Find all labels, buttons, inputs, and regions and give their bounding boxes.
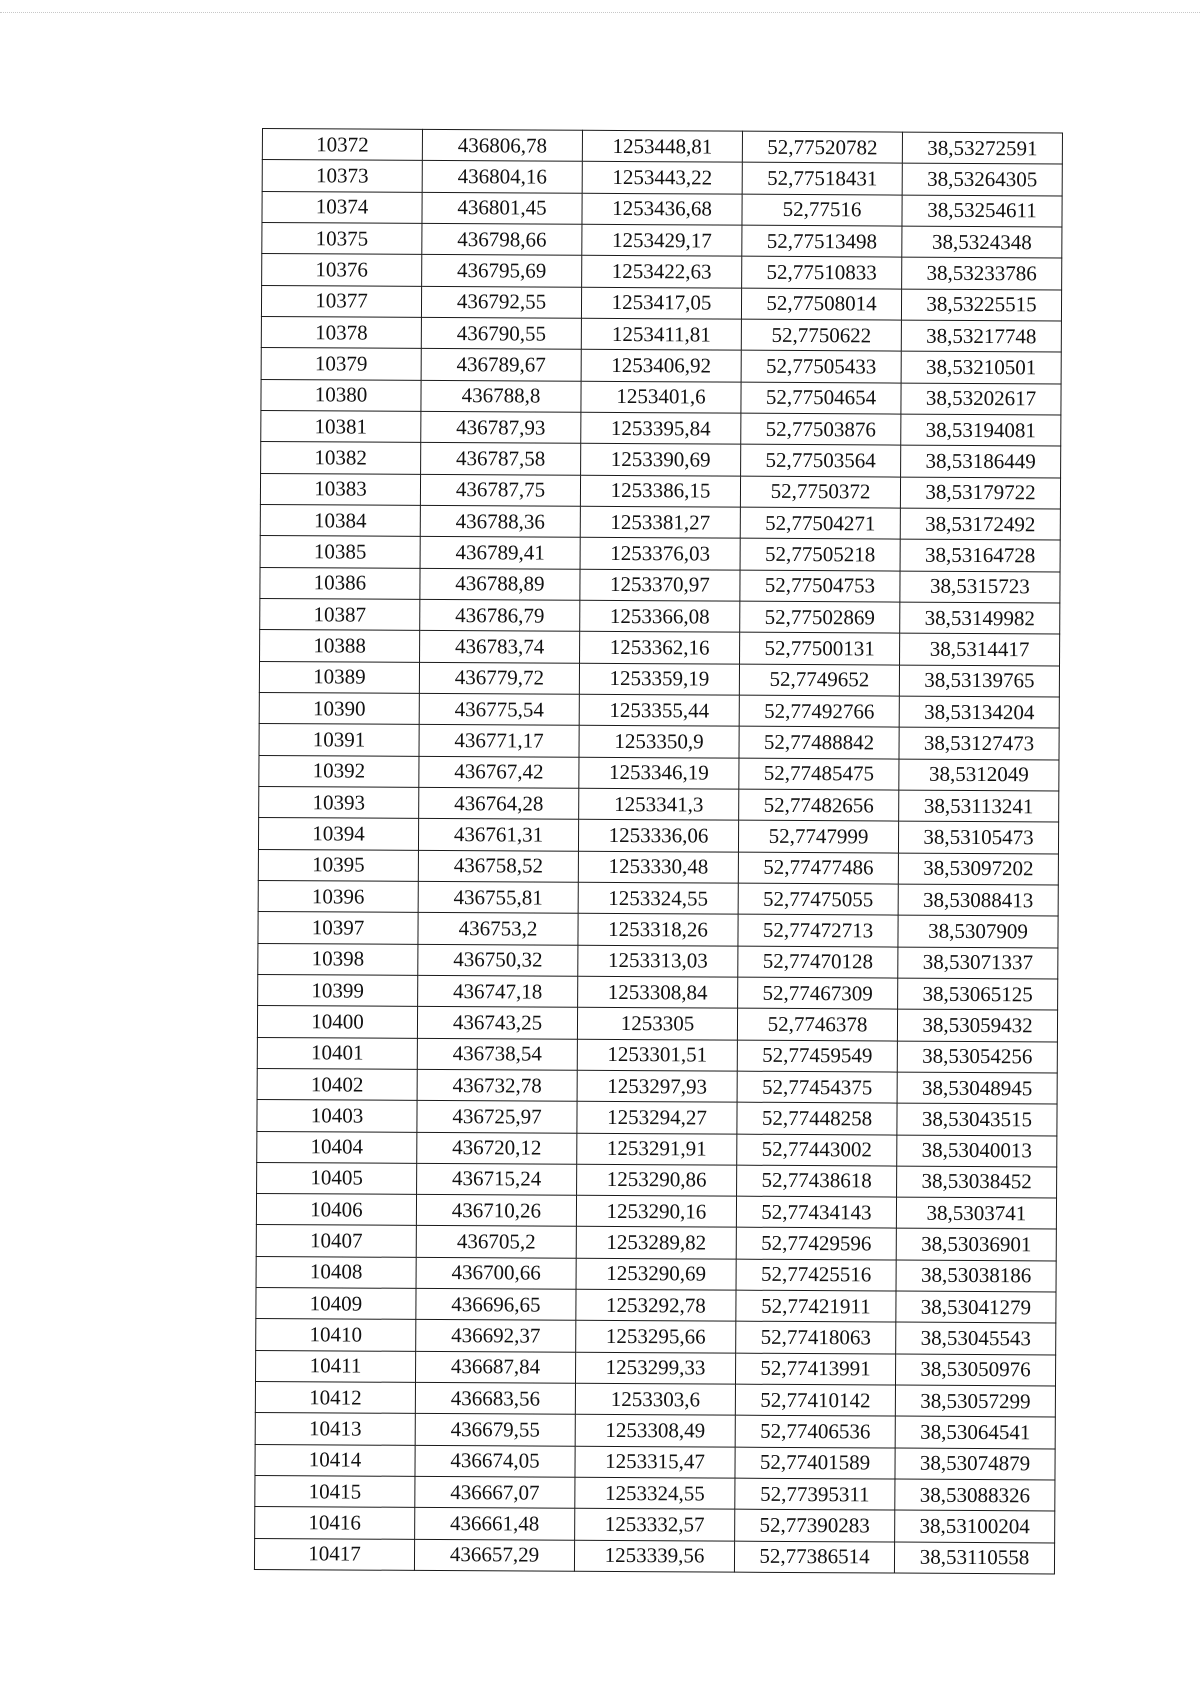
table-row bbox=[257, 1037, 1057, 1073]
y-coordinate-cell: 1253308,84 bbox=[578, 976, 738, 1008]
point-number-cell: 10407 bbox=[256, 1225, 416, 1257]
table-row bbox=[260, 536, 1060, 572]
point-number-cell: 10372 bbox=[262, 129, 422, 161]
table-row bbox=[261, 442, 1061, 478]
point-number-cell: 10373 bbox=[262, 160, 422, 192]
x-coordinate-cell: 436758,52 bbox=[418, 850, 578, 882]
point-number-cell: 10408 bbox=[256, 1256, 416, 1288]
table-row bbox=[262, 160, 1062, 196]
point-number-cell: 10376 bbox=[262, 254, 422, 286]
latitude-cell: 52,77386514 bbox=[734, 1541, 894, 1573]
y-coordinate-cell: 1253294,27 bbox=[577, 1101, 737, 1133]
latitude-cell: 52,77485475 bbox=[739, 758, 899, 790]
y-coordinate-cell: 1253324,55 bbox=[578, 882, 738, 914]
point-number-cell: 10399 bbox=[258, 974, 418, 1006]
point-number-cell: 10377 bbox=[261, 285, 421, 317]
longitude-cell: 38,53134204 bbox=[899, 696, 1059, 728]
table-row bbox=[261, 410, 1061, 446]
x-coordinate-cell: 436753,2 bbox=[418, 913, 578, 945]
table-row bbox=[259, 755, 1059, 791]
point-number-cell: 10381 bbox=[261, 410, 421, 442]
latitude-cell: 52,77413991 bbox=[735, 1353, 895, 1385]
table-row bbox=[262, 222, 1062, 258]
table-row bbox=[258, 880, 1058, 916]
coordinates-table bbox=[254, 128, 1063, 1575]
point-number-cell: 10402 bbox=[257, 1068, 417, 1100]
x-coordinate-cell: 436692,37 bbox=[416, 1320, 576, 1352]
latitude-cell: 52,77395311 bbox=[735, 1478, 895, 1510]
latitude-cell: 52,7750622 bbox=[741, 319, 901, 351]
x-coordinate-cell: 436747,18 bbox=[418, 975, 578, 1007]
x-coordinate-cell: 436792,55 bbox=[421, 286, 581, 318]
y-coordinate-cell: 1253448,81 bbox=[582, 130, 742, 162]
longitude-cell: 38,53225515 bbox=[901, 289, 1061, 321]
table-row bbox=[255, 1507, 1055, 1543]
latitude-cell: 52,77448258 bbox=[737, 1102, 897, 1134]
table-row bbox=[260, 473, 1060, 509]
table-row bbox=[261, 379, 1061, 415]
latitude-cell: 52,77475055 bbox=[738, 883, 898, 915]
longitude-cell: 38,53149982 bbox=[900, 602, 1060, 634]
point-number-cell: 10396 bbox=[258, 880, 418, 912]
point-number-cell: 10383 bbox=[260, 473, 420, 505]
latitude-cell: 52,77472713 bbox=[738, 914, 898, 946]
longitude-cell: 38,53164728 bbox=[900, 539, 1060, 571]
y-coordinate-cell: 1253308,49 bbox=[575, 1415, 735, 1447]
y-coordinate-cell: 1253336,06 bbox=[578, 819, 738, 851]
table-row bbox=[257, 1100, 1057, 1136]
point-number-cell: 10410 bbox=[256, 1319, 416, 1351]
latitude-cell: 52,77443002 bbox=[737, 1134, 897, 1166]
longitude-cell: 38,53036901 bbox=[896, 1229, 1056, 1261]
x-coordinate-cell: 436657,29 bbox=[414, 1539, 574, 1571]
longitude-cell: 38,5314417 bbox=[900, 633, 1060, 665]
longitude-cell: 38,53233786 bbox=[902, 257, 1062, 289]
point-number-cell: 10412 bbox=[255, 1382, 415, 1414]
x-coordinate-cell: 436804,16 bbox=[422, 161, 582, 193]
longitude-cell: 38,53040013 bbox=[897, 1135, 1057, 1167]
point-number-cell: 10394 bbox=[258, 818, 418, 850]
table-row bbox=[258, 818, 1058, 854]
longitude-cell: 38,53217748 bbox=[901, 320, 1061, 352]
y-coordinate-cell: 1253289,82 bbox=[576, 1227, 736, 1259]
y-coordinate-cell: 1253366,08 bbox=[580, 600, 740, 632]
latitude-cell: 52,77516 bbox=[742, 194, 902, 226]
latitude-cell: 52,77459549 bbox=[737, 1040, 897, 1072]
table-row bbox=[261, 348, 1061, 384]
latitude-cell: 52,77401589 bbox=[735, 1447, 895, 1479]
latitude-cell: 52,77470128 bbox=[738, 946, 898, 978]
table-row bbox=[259, 661, 1059, 697]
x-coordinate-cell: 436679,55 bbox=[415, 1414, 575, 1446]
y-coordinate-cell: 1253290,16 bbox=[576, 1195, 736, 1227]
y-coordinate-cell: 1253341,3 bbox=[579, 788, 739, 820]
table-row bbox=[255, 1444, 1055, 1480]
x-coordinate-cell: 436705,2 bbox=[416, 1226, 576, 1258]
latitude-cell: 52,77508014 bbox=[741, 288, 901, 320]
latitude-cell: 52,77482656 bbox=[739, 789, 899, 821]
point-number-cell: 10392 bbox=[259, 755, 419, 787]
longitude-cell: 38,53088413 bbox=[898, 884, 1058, 916]
y-coordinate-cell: 1253292,78 bbox=[576, 1289, 736, 1321]
coordinates-table-body bbox=[254, 129, 1062, 1575]
x-coordinate-cell: 436788,8 bbox=[421, 380, 581, 412]
table-row bbox=[260, 504, 1060, 540]
x-coordinate-cell: 436720,12 bbox=[417, 1132, 577, 1164]
y-coordinate-cell: 1253417,05 bbox=[581, 287, 741, 319]
x-coordinate-cell: 436700,66 bbox=[416, 1257, 576, 1289]
table-row bbox=[255, 1382, 1055, 1418]
y-coordinate-cell: 1253386,15 bbox=[580, 475, 740, 507]
point-number-cell: 10403 bbox=[257, 1100, 417, 1132]
y-coordinate-cell: 1253313,03 bbox=[578, 945, 738, 977]
latitude-cell: 52,77434143 bbox=[736, 1196, 896, 1228]
point-number-cell: 10398 bbox=[258, 943, 418, 975]
x-coordinate-cell: 436788,36 bbox=[420, 505, 580, 537]
latitude-cell: 52,77488842 bbox=[739, 726, 899, 758]
table-row bbox=[256, 1256, 1056, 1292]
table-row bbox=[256, 1288, 1056, 1324]
y-coordinate-cell: 1253370,97 bbox=[580, 569, 740, 601]
point-number-cell: 10406 bbox=[256, 1194, 416, 1226]
x-coordinate-cell: 436789,41 bbox=[420, 537, 580, 569]
latitude-cell: 52,77429596 bbox=[736, 1228, 896, 1260]
table-row bbox=[257, 1068, 1057, 1104]
point-number-cell: 10395 bbox=[258, 849, 418, 881]
latitude-cell: 52,77390283 bbox=[735, 1510, 895, 1542]
table-row bbox=[260, 598, 1060, 634]
table-row bbox=[257, 1131, 1057, 1167]
latitude-cell: 52,77406536 bbox=[735, 1416, 895, 1448]
y-coordinate-cell: 1253376,03 bbox=[580, 538, 740, 570]
point-number-cell: 10405 bbox=[257, 1162, 417, 1194]
point-number-cell: 10397 bbox=[258, 912, 418, 944]
table-row bbox=[258, 912, 1058, 948]
x-coordinate-cell: 436683,56 bbox=[415, 1383, 575, 1415]
longitude-cell: 38,53054256 bbox=[897, 1041, 1057, 1073]
longitude-cell: 38,53065125 bbox=[898, 978, 1058, 1010]
point-number-cell: 10389 bbox=[259, 661, 419, 693]
x-coordinate-cell: 436795,69 bbox=[422, 255, 582, 287]
y-coordinate-cell: 1253355,44 bbox=[579, 694, 739, 726]
y-coordinate-cell: 1253422,63 bbox=[582, 256, 742, 288]
y-coordinate-cell: 1253299,33 bbox=[575, 1352, 735, 1384]
latitude-cell: 52,77410142 bbox=[735, 1384, 895, 1416]
y-coordinate-cell: 1253350,9 bbox=[579, 726, 739, 758]
longitude-cell: 38,53071337 bbox=[898, 947, 1058, 979]
longitude-cell: 38,53059432 bbox=[897, 1009, 1057, 1041]
longitude-cell: 38,53139765 bbox=[899, 665, 1059, 697]
y-coordinate-cell: 1253297,93 bbox=[577, 1070, 737, 1102]
longitude-cell: 38,53264305 bbox=[902, 163, 1062, 195]
table-row bbox=[256, 1194, 1056, 1230]
table-row bbox=[261, 316, 1061, 352]
x-coordinate-cell: 436674,05 bbox=[415, 1445, 575, 1477]
y-coordinate-cell: 1253436,68 bbox=[582, 193, 742, 225]
longitude-cell: 38,53074879 bbox=[895, 1448, 1055, 1480]
point-number-cell: 10390 bbox=[259, 692, 419, 724]
y-coordinate-cell: 1253339,56 bbox=[574, 1540, 734, 1572]
longitude-cell: 38,53045543 bbox=[896, 1323, 1056, 1355]
table-row bbox=[258, 849, 1058, 885]
table-row bbox=[262, 254, 1062, 290]
longitude-cell: 38,5307909 bbox=[898, 915, 1058, 947]
point-number-cell: 10378 bbox=[261, 316, 421, 348]
longitude-cell: 38,53113241 bbox=[899, 790, 1059, 822]
y-coordinate-cell: 1253381,27 bbox=[580, 506, 740, 538]
longitude-cell: 38,5324348 bbox=[902, 226, 1062, 258]
y-coordinate-cell: 1253390,69 bbox=[581, 444, 741, 476]
x-coordinate-cell: 436783,74 bbox=[420, 631, 580, 663]
point-number-cell: 10404 bbox=[257, 1131, 417, 1163]
y-coordinate-cell: 1253291,91 bbox=[577, 1133, 737, 1165]
y-coordinate-cell: 1253330,48 bbox=[578, 851, 738, 883]
point-number-cell: 10400 bbox=[257, 1006, 417, 1038]
longitude-cell: 38,53064541 bbox=[895, 1417, 1055, 1449]
y-coordinate-cell: 1253315,47 bbox=[575, 1446, 735, 1478]
x-coordinate-cell: 436764,28 bbox=[419, 787, 579, 819]
longitude-cell: 38,53043515 bbox=[897, 1103, 1057, 1135]
table-row bbox=[259, 786, 1059, 822]
x-coordinate-cell: 436743,25 bbox=[417, 1007, 577, 1039]
table-row bbox=[255, 1350, 1055, 1386]
longitude-cell: 38,5312049 bbox=[899, 759, 1059, 791]
x-coordinate-cell: 436779,72 bbox=[419, 662, 579, 694]
x-coordinate-cell: 436715,24 bbox=[417, 1163, 577, 1195]
point-number-cell: 10393 bbox=[259, 786, 419, 818]
latitude-cell: 52,77418063 bbox=[736, 1322, 896, 1354]
x-coordinate-cell: 436786,79 bbox=[420, 599, 580, 631]
latitude-cell: 52,77504654 bbox=[741, 382, 901, 414]
y-coordinate-cell: 1253303,6 bbox=[575, 1383, 735, 1415]
table-row bbox=[260, 567, 1060, 603]
longitude-cell: 38,53048945 bbox=[897, 1072, 1057, 1104]
latitude-cell: 52,77502869 bbox=[740, 601, 900, 633]
y-coordinate-cell: 1253301,51 bbox=[577, 1039, 737, 1071]
y-coordinate-cell: 1253359,19 bbox=[579, 663, 739, 695]
latitude-cell: 52,77505433 bbox=[741, 350, 901, 382]
x-coordinate-cell: 436755,81 bbox=[418, 881, 578, 913]
x-coordinate-cell: 436798,66 bbox=[422, 223, 582, 255]
y-coordinate-cell: 1253290,86 bbox=[577, 1164, 737, 1196]
table-row bbox=[258, 943, 1058, 979]
latitude-cell: 52,77454375 bbox=[737, 1071, 897, 1103]
table-row bbox=[257, 1162, 1057, 1198]
latitude-cell: 52,77503876 bbox=[741, 413, 901, 445]
x-coordinate-cell: 436732,78 bbox=[417, 1069, 577, 1101]
y-coordinate-cell: 1253406,92 bbox=[581, 350, 741, 382]
table-row bbox=[257, 1006, 1057, 1042]
y-coordinate-cell: 1253324,55 bbox=[575, 1477, 735, 1509]
x-coordinate-cell: 436661,48 bbox=[415, 1508, 575, 1540]
x-coordinate-cell: 436790,55 bbox=[421, 317, 581, 349]
table-row bbox=[256, 1225, 1056, 1261]
longitude-cell: 38,5303741 bbox=[896, 1197, 1056, 1229]
table-row bbox=[260, 630, 1060, 666]
table-row bbox=[261, 285, 1061, 321]
table-row bbox=[255, 1476, 1055, 1512]
point-number-cell: 10384 bbox=[260, 504, 420, 536]
x-coordinate-cell: 436801,45 bbox=[422, 192, 582, 224]
point-number-cell: 10374 bbox=[262, 191, 422, 223]
longitude-cell: 38,53127473 bbox=[899, 727, 1059, 759]
latitude-cell: 52,77503564 bbox=[741, 444, 901, 476]
table-row bbox=[254, 1538, 1054, 1574]
table-row bbox=[255, 1413, 1055, 1449]
y-coordinate-cell: 1253411,81 bbox=[581, 318, 741, 350]
x-coordinate-cell: 436696,65 bbox=[416, 1289, 576, 1321]
point-number-cell: 10414 bbox=[255, 1444, 415, 1476]
longitude-cell: 38,53057299 bbox=[895, 1385, 1055, 1417]
point-number-cell: 10409 bbox=[256, 1288, 416, 1320]
latitude-cell: 52,77510833 bbox=[742, 256, 902, 288]
x-coordinate-cell: 436787,75 bbox=[420, 474, 580, 506]
point-number-cell: 10416 bbox=[255, 1507, 415, 1539]
latitude-cell: 52,7749652 bbox=[739, 664, 899, 696]
point-number-cell: 10379 bbox=[261, 348, 421, 380]
x-coordinate-cell: 436806,78 bbox=[422, 129, 582, 161]
longitude-cell: 38,53202617 bbox=[901, 383, 1061, 415]
latitude-cell: 52,77477486 bbox=[738, 852, 898, 884]
longitude-cell: 38,53050976 bbox=[895, 1354, 1055, 1386]
longitude-cell: 38,53097202 bbox=[898, 853, 1058, 885]
latitude-cell: 52,77513498 bbox=[742, 225, 902, 257]
point-number-cell: 10386 bbox=[260, 567, 420, 599]
y-coordinate-cell: 1253395,84 bbox=[581, 412, 741, 444]
x-coordinate-cell: 436687,84 bbox=[415, 1351, 575, 1383]
longitude-cell: 38,53254611 bbox=[902, 195, 1062, 227]
x-coordinate-cell: 436767,42 bbox=[419, 756, 579, 788]
y-coordinate-cell: 1253362,16 bbox=[580, 632, 740, 664]
point-number-cell: 10385 bbox=[260, 536, 420, 568]
x-coordinate-cell: 436725,97 bbox=[417, 1101, 577, 1133]
latitude-cell: 52,77438618 bbox=[737, 1165, 897, 1197]
longitude-cell: 38,53110558 bbox=[894, 1542, 1054, 1574]
point-number-cell: 10411 bbox=[255, 1350, 415, 1382]
x-coordinate-cell: 436750,32 bbox=[418, 944, 578, 976]
point-number-cell: 10382 bbox=[261, 442, 421, 474]
longitude-cell: 38,53041279 bbox=[896, 1291, 1056, 1323]
table-row bbox=[256, 1319, 1056, 1355]
point-number-cell: 10380 bbox=[261, 379, 421, 411]
longitude-cell: 38,53179722 bbox=[900, 477, 1060, 509]
longitude-cell: 38,53088326 bbox=[895, 1479, 1055, 1511]
x-coordinate-cell: 436788,89 bbox=[420, 568, 580, 600]
y-coordinate-cell: 1253429,17 bbox=[582, 224, 742, 256]
latitude-cell: 52,77518431 bbox=[742, 163, 902, 195]
longitude-cell: 38,53210501 bbox=[901, 351, 1061, 383]
table-row bbox=[262, 129, 1062, 165]
latitude-cell: 52,77421911 bbox=[736, 1290, 896, 1322]
longitude-cell: 38,53105473 bbox=[898, 821, 1058, 853]
latitude-cell: 52,77505218 bbox=[740, 538, 900, 570]
x-coordinate-cell: 436775,54 bbox=[419, 693, 579, 725]
x-coordinate-cell: 436710,26 bbox=[416, 1195, 576, 1227]
x-coordinate-cell: 436761,31 bbox=[418, 819, 578, 851]
point-number-cell: 10417 bbox=[254, 1538, 414, 1570]
latitude-cell: 52,7746378 bbox=[737, 1008, 897, 1040]
x-coordinate-cell: 436789,67 bbox=[421, 349, 581, 381]
latitude-cell: 52,77492766 bbox=[739, 695, 899, 727]
point-number-cell: 10391 bbox=[259, 724, 419, 756]
x-coordinate-cell: 436787,93 bbox=[421, 411, 581, 443]
x-coordinate-cell: 436738,54 bbox=[417, 1038, 577, 1070]
latitude-cell: 52,7750372 bbox=[740, 476, 900, 508]
latitude-cell: 52,77425516 bbox=[736, 1259, 896, 1291]
table-row bbox=[259, 692, 1059, 728]
point-number-cell: 10415 bbox=[255, 1476, 415, 1508]
table-row bbox=[258, 974, 1058, 1010]
latitude-cell: 52,77500131 bbox=[740, 632, 900, 664]
y-coordinate-cell: 1253290,69 bbox=[576, 1258, 736, 1290]
table-row bbox=[259, 724, 1059, 760]
longitude-cell: 38,53186449 bbox=[901, 445, 1061, 477]
y-coordinate-cell: 1253305 bbox=[577, 1007, 737, 1039]
y-coordinate-cell: 1253332,57 bbox=[575, 1509, 735, 1541]
y-coordinate-cell: 1253346,19 bbox=[579, 757, 739, 789]
longitude-cell: 38,53038452 bbox=[897, 1166, 1057, 1198]
y-coordinate-cell: 1253318,26 bbox=[578, 913, 738, 945]
point-number-cell: 10413 bbox=[255, 1413, 415, 1445]
table-row bbox=[262, 191, 1062, 227]
y-coordinate-cell: 1253443,22 bbox=[582, 162, 742, 194]
y-coordinate-cell: 1253401,6 bbox=[581, 381, 741, 413]
longitude-cell: 38,53100204 bbox=[895, 1510, 1055, 1542]
x-coordinate-cell: 436667,07 bbox=[415, 1476, 575, 1508]
latitude-cell: 52,77467309 bbox=[738, 977, 898, 1009]
point-number-cell: 10388 bbox=[260, 630, 420, 662]
x-coordinate-cell: 436787,58 bbox=[421, 443, 581, 475]
longitude-cell: 38,53272591 bbox=[902, 132, 1062, 164]
latitude-cell: 52,77504271 bbox=[740, 507, 900, 539]
longitude-cell: 38,53172492 bbox=[900, 508, 1060, 540]
latitude-cell: 52,7747999 bbox=[738, 820, 898, 852]
point-number-cell: 10401 bbox=[257, 1037, 417, 1069]
y-coordinate-cell: 1253295,66 bbox=[576, 1321, 736, 1353]
point-number-cell: 10375 bbox=[262, 222, 422, 254]
point-number-cell: 10387 bbox=[260, 598, 420, 630]
scan-edge-line bbox=[0, 12, 1200, 13]
latitude-cell: 52,77504753 bbox=[740, 570, 900, 602]
longitude-cell: 38,53038186 bbox=[896, 1260, 1056, 1292]
x-coordinate-cell: 436771,17 bbox=[419, 725, 579, 757]
longitude-cell: 38,5315723 bbox=[900, 571, 1060, 603]
latitude-cell: 52,77520782 bbox=[742, 131, 902, 163]
longitude-cell: 38,53194081 bbox=[901, 414, 1061, 446]
